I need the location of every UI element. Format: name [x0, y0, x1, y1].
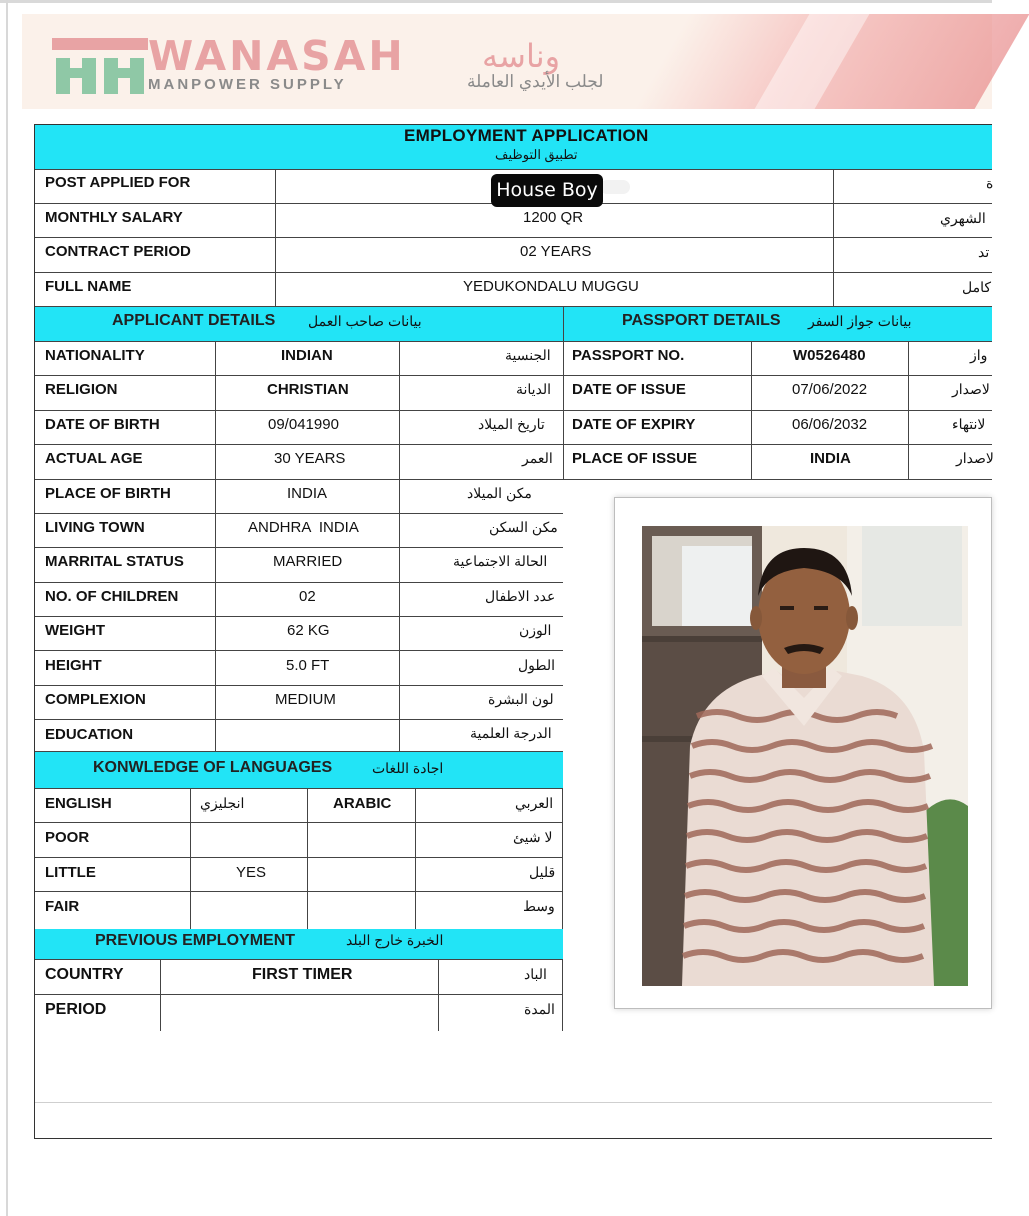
rule [908, 341, 909, 479]
nationality-value: INDIAN [281, 347, 333, 364]
little-label: LITTLE [45, 864, 96, 881]
country-label: COUNTRY [45, 966, 124, 983]
weight-value: 62 KG [287, 622, 330, 639]
passport-no-label: PASSPORT NO. [572, 347, 685, 364]
rule [562, 788, 563, 929]
applicant-photo-frame [614, 497, 992, 1009]
badge-tail [600, 180, 630, 194]
arabic-label: ARABIC [333, 795, 392, 812]
full-name-value: YEDUKONDALU MUGGU [463, 278, 639, 295]
children-label: NO. OF CHILDREN [45, 588, 179, 605]
rule [35, 788, 563, 789]
rule [563, 306, 564, 479]
date-of-issue-ar-label: لاصدار [952, 381, 990, 397]
contract-label: CONTRACT PERIOD [45, 243, 191, 260]
contract-ar-label: تد [978, 244, 990, 260]
company-subtitle-ar: لجلب الأيدي العاملة [467, 72, 604, 91]
religion-value: CHRISTIAN [267, 381, 349, 398]
period-label: PERIOD [45, 1001, 107, 1018]
rule [399, 341, 400, 751]
living-town-value: ANDHRA INDIA [248, 519, 359, 536]
complexion-value: MEDIUM [275, 691, 336, 708]
passport-no-value: W0526480 [793, 347, 866, 364]
page-top-border [0, 0, 992, 3]
contract-value: 02 YEARS [520, 243, 592, 260]
english-ar-label: انجليزي [200, 795, 245, 811]
rule [438, 959, 439, 1031]
full-name-ar-label: كامل [962, 279, 992, 295]
place-of-issue-value: INDIA [810, 450, 851, 467]
company-name-en: WANASAH [148, 32, 406, 80]
date-of-issue-label: DATE OF ISSUE [572, 381, 686, 398]
post-label: POST APPLIED FOR [45, 174, 191, 191]
date-of-expiry-ar-label: لانتهاء [952, 416, 986, 432]
rule [35, 582, 563, 583]
nationality-ar-label: الجنسية [505, 347, 551, 363]
company-name-ar: وناسه [482, 37, 561, 75]
nationality-label: NATIONALITY [45, 347, 145, 364]
education-ar-label: الدرجة العلمية [470, 725, 552, 741]
salary-ar-label: الشهري [940, 210, 986, 226]
place-of-birth-value: INDIA [287, 485, 328, 502]
rule [35, 444, 992, 445]
poor-label: POOR [45, 829, 90, 846]
passport-header-en: PASSPORT DETAILS [622, 312, 781, 329]
religion-label: RELIGION [45, 381, 118, 398]
height-ar-label: الطول [518, 657, 556, 673]
marital-status-label: MARRITAL STATUS [45, 553, 184, 570]
little-english-value: YES [236, 864, 267, 881]
education-label: EDUCATION [45, 726, 134, 743]
rule [190, 788, 191, 929]
place-of-birth-label: PLACE OF BIRTH [45, 485, 171, 502]
height-value: 5.0 FT [286, 657, 330, 674]
passport-header-ar: بيانات جواز السفر [808, 313, 912, 329]
previous-header-en: PREVIOUS EMPLOYMENT [95, 932, 296, 949]
applicant-header-ar: بيانات صاحب العمل [308, 313, 422, 329]
form-title-ar: تطبيق التوظيف [495, 147, 578, 162]
dob-value: 09/041990 [268, 416, 339, 433]
fair-label: FAIR [45, 898, 80, 915]
date-of-expiry-label: DATE OF EXPIRY [572, 416, 696, 433]
place-of-issue-ar-label: لاصدار [956, 450, 994, 466]
rule [307, 788, 308, 929]
place-of-issue-label: PLACE OF ISSUE [572, 450, 698, 467]
country-value: FIRST TIMER [252, 966, 353, 983]
passport-no-ar-label: واز [970, 347, 988, 363]
full-name-label: FULL NAME [45, 278, 132, 295]
rule [751, 341, 752, 479]
age-value: 30 YEARS [274, 450, 346, 467]
previous-header-ar: الخبرة خارج البلد [346, 932, 444, 948]
rule [35, 959, 563, 960]
complexion-label: COMPLEXION [45, 691, 146, 708]
height-label: HEIGHT [45, 657, 102, 674]
rule [35, 479, 992, 480]
rule [35, 513, 563, 514]
rule [35, 410, 992, 411]
country-ar-label: الباد [524, 966, 547, 982]
languages-header-ar: اجادة اللغات [372, 760, 444, 776]
applicant-photo [642, 526, 968, 986]
rule [415, 788, 416, 929]
living-town-label: LIVING TOWN [45, 519, 145, 536]
company-subtitle-en: MANPOWER SUPPLY [148, 76, 347, 93]
children-value: 02 [299, 588, 316, 605]
salary-value: 1200 QR [523, 209, 584, 226]
rule [35, 891, 563, 892]
date-of-expiry-value: 06/06/2032 [792, 416, 868, 433]
arabic-ar-label: العربي [515, 795, 554, 811]
form-title-en: EMPLOYMENT APPLICATION [404, 126, 649, 145]
weight-label: WEIGHT [45, 622, 105, 639]
place-of-birth-ar-label: مكن الميلاد [467, 485, 532, 501]
rule [215, 341, 216, 751]
weight-ar-label: الوزن [519, 622, 552, 638]
rule [35, 822, 563, 823]
rule [160, 959, 161, 1031]
salary-label: MONTHLY SALARY [45, 209, 183, 226]
rule [35, 685, 563, 686]
company-logo-icon [52, 38, 148, 96]
applicant-header-en: APPLICANT DETAILS [112, 312, 276, 329]
letterhead [22, 14, 992, 109]
rule [35, 341, 992, 342]
languages-header-en: KONWLEDGE OF LANGUAGES [93, 759, 333, 776]
dob-ar-label: تاريخ الميلاد [478, 416, 545, 432]
religion-ar-label: الديانة [516, 381, 552, 397]
age-ar-label: العمر [522, 450, 553, 466]
post-value: House Boy [491, 174, 603, 207]
poor-ar-label: لا شيئ [513, 829, 553, 845]
rule [35, 650, 563, 651]
rule [35, 237, 992, 238]
rule [35, 994, 563, 995]
complexion-ar-label: لون البشرة [488, 691, 554, 707]
living-town-ar-label: مكن السكن [489, 519, 558, 535]
rule [35, 169, 992, 170]
rule [562, 959, 563, 1031]
period-ar-label: المدة [524, 1001, 555, 1017]
dob-label: DATE OF BIRTH [45, 416, 160, 433]
rule [35, 719, 563, 720]
rule [35, 375, 992, 376]
age-label: ACTUAL AGE [45, 450, 143, 467]
rule [35, 616, 563, 617]
little-ar-label: قليل [529, 864, 556, 880]
english-label: ENGLISH [45, 795, 112, 812]
children-ar-label: عدد الاطفال [485, 588, 556, 604]
marital-status-value: MARRIED [273, 553, 343, 570]
rule [35, 272, 992, 273]
fair-ar-label: وسط [523, 898, 555, 914]
applicant-portrait-image [642, 526, 968, 986]
marital-status-ar-label: الحالة الاجتماعية [453, 553, 548, 569]
date-of-issue-value: 07/06/2022 [792, 381, 868, 398]
rule [35, 1102, 992, 1103]
page-left-border [6, 0, 8, 1216]
rule [35, 857, 563, 858]
rule [35, 547, 563, 548]
post-ar-label: ة [986, 175, 994, 191]
